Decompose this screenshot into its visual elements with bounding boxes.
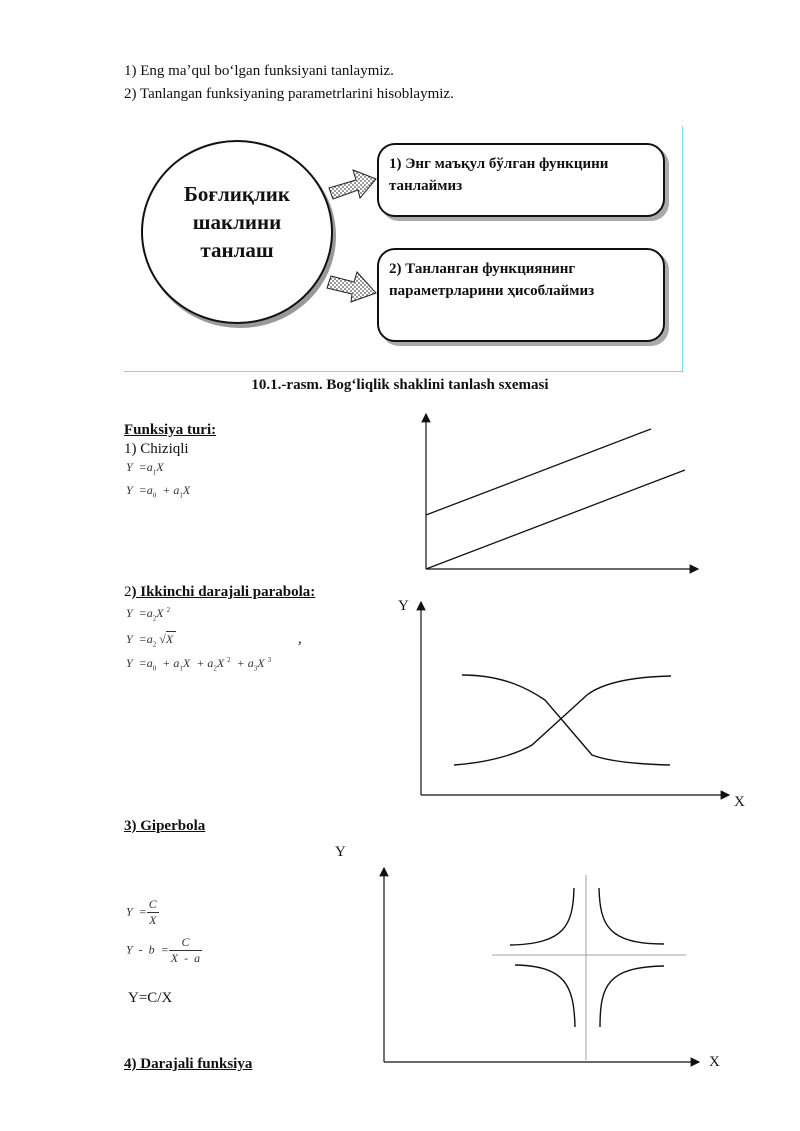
scheme-box-2-text: 2) Танланган функциянинг параметрларини ҳисоблаймиз bbox=[389, 261, 595, 299]
parabola-formula-2: $Y =a_2$ √X bbox=[126, 632, 177, 649]
figure-caption: 10.1.-rasm. Bogʻliqlik shaklini tanlash sxemasi bbox=[251, 377, 549, 393]
parabola-comma: , bbox=[298, 631, 302, 647]
linear-formula-2: $Y =a_0 + a_1X$ bbox=[126, 483, 191, 500]
hyperbola-x-label: X bbox=[709, 1054, 720, 1070]
section2-heading-num: 2 bbox=[124, 584, 132, 600]
parabola-formula-3: $Y =a_0 + a_1X + a_2X$ $^2 + a_3X$ $^3$ bbox=[126, 656, 272, 673]
section3-heading: 3) Giperbola bbox=[124, 818, 206, 834]
section1-subtitle: 1) Chiziqli bbox=[124, 441, 189, 457]
section4-heading: 4) Darajali funksiya bbox=[124, 1056, 253, 1072]
parabola-x-label: X bbox=[734, 794, 745, 810]
section2-heading-text: ) Ikkinchi darajali parabola: bbox=[131, 584, 316, 600]
parabola-formula-1: $Y =a_2X$ $^2$ bbox=[126, 606, 171, 623]
hyperbola-y-label: Y bbox=[335, 844, 346, 860]
linear-formula-1: $Y =a_1X$ bbox=[126, 460, 164, 477]
circle-line-2: шаклини bbox=[192, 210, 282, 234]
scheme-box-1-text: 1) Энг маъқул бўлган функцини танлаймиз bbox=[389, 156, 609, 194]
circle-line-1: Боғлиқлик bbox=[184, 182, 290, 206]
intro-line-2: 2) Tanlangan funksiyaning parametrlarini hisoblaymiz. bbox=[124, 86, 454, 102]
hyperbola-formula-1: Y = $\frac{C}{X}$ bbox=[126, 897, 157, 927]
hyperbola-plain-formula: Y=C/X bbox=[128, 990, 173, 1006]
circle-line-3: танлаш bbox=[200, 238, 274, 262]
intro-line-1: 1) Eng maʼqul boʻlgan funksiyani tanlaymiz. bbox=[124, 63, 394, 79]
section1-heading: Funksiya turi: bbox=[124, 422, 217, 438]
parabola-y-label: Y bbox=[398, 598, 409, 614]
hyperbola-formula-2: Y - b = $\frac{C}{X - a}$ bbox=[126, 935, 201, 965]
